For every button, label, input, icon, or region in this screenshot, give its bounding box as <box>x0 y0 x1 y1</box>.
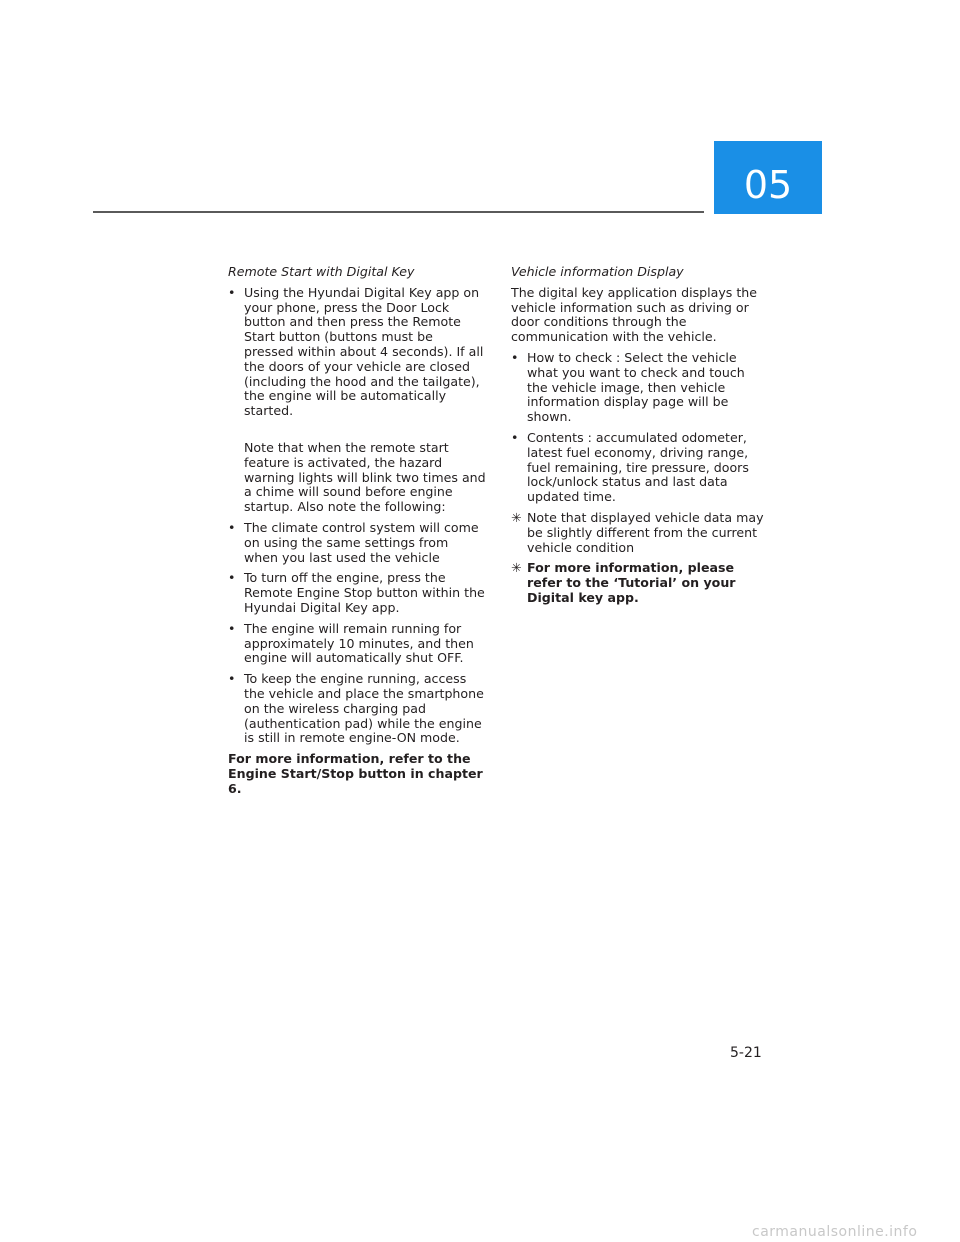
vehicle-info-intro: The digital key application displays the vehicle information such as driving or door conditions through the communication with the vehicle. <box>511 284 758 345</box>
closing-reference: For more information, refer to the Engine Start/Stop button in chapter 6. <box>228 751 483 796</box>
watermark: carmanualsonline.info <box>752 1224 918 1240</box>
bullet-icon: • <box>228 671 236 687</box>
list-item-text: Using the Hyundai Digital Key app on your phone, press the Door Lock button and then press the Remote Start button (buttons must be pressed within about 4 seconds). If all the doors of your vehicle are closed (including the hood and the tailgate), the engine will be automatically started. <box>244 284 484 419</box>
list-item-text: The engine will remain running for approximately 10 minutes, and then engine will automatically shut OFF. <box>244 620 474 666</box>
left-column <box>228 265 486 803</box>
list-item <box>228 521 486 565</box>
bullet-icon: • <box>228 620 236 636</box>
bullet-icon: • <box>228 284 236 300</box>
bullet-icon: • <box>511 429 519 445</box>
star-icon: ✳ <box>511 509 522 525</box>
list-item-text: To turn off the engine, press the Remote Engine Stop button within the Hyundai Digital Key app. <box>244 570 485 615</box>
bullet-icon: • <box>228 570 236 586</box>
star-note <box>511 511 769 555</box>
star-note-text: For more information, please refer to the ‘Tutorial’ on your Digital key app. <box>527 560 736 605</box>
list-item-text: How to check : Select the vehicle what you want to check and touch the vehicle image, then vehicle information display page will be shown. <box>527 349 745 425</box>
list-item-text: The climate control system will come on using the same settings from when you last used the vehicle <box>244 519 479 565</box>
list-item <box>228 672 486 746</box>
chapter-tab <box>714 141 822 214</box>
list-item-text: To keep the engine running, access the vehicle and place the smartphone on the wireless charging pad (authentication pad) while the engine is still in remote engine-ON mode. <box>244 671 484 746</box>
star-icon: ✳ <box>511 560 522 576</box>
list-item <box>511 431 769 505</box>
star-note <box>511 561 769 605</box>
list-item-text: Contents : accumulated odometer, latest fuel economy, driving range, fuel remaining, tire pressure, doors lock/unlock status and last data updated time. <box>527 429 749 505</box>
section-heading-vehicle-info: Vehicle information Display <box>511 264 684 279</box>
chapter-number: 05 <box>743 162 793 207</box>
right-column <box>511 265 769 612</box>
header-rule <box>93 211 704 213</box>
bullet-icon: • <box>511 349 519 365</box>
list-item <box>228 571 486 615</box>
list-item <box>511 351 769 425</box>
list-item <box>228 286 486 419</box>
list-item <box>228 622 486 666</box>
section-heading-remote-start: Remote Start with Digital Key <box>228 264 415 279</box>
page-number: 5-21 <box>730 1045 762 1061</box>
remote-start-note: Note that when the remote start feature is activated, the hazard warning lights will blink two times and a chime will sound before engine startup. Also note the following: <box>244 439 486 515</box>
bullet-icon: • <box>228 519 236 535</box>
star-note-text: Note that displayed vehicle data may be slightly different from the current vehicle condition <box>527 509 764 555</box>
